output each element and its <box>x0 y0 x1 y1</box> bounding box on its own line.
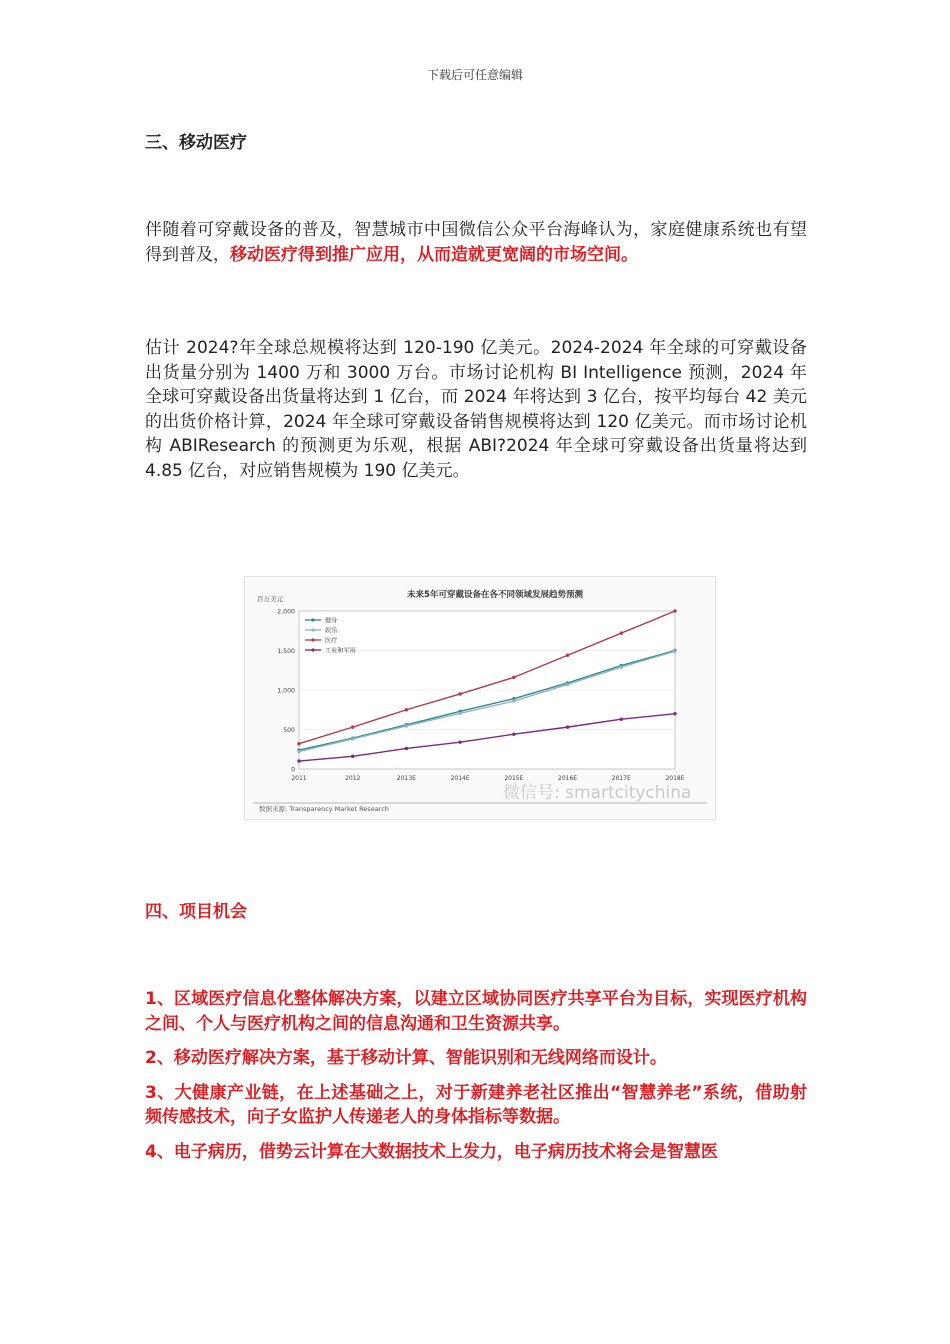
x-tick-label: 2013E <box>396 775 416 782</box>
intro-paragraph <box>145 218 807 267</box>
data-point <box>512 733 515 736</box>
section-4-label: 四、项目机会 <box>145 902 247 922</box>
data-point <box>458 712 461 715</box>
data-point <box>458 692 461 695</box>
legend-label: 工业和军用 <box>325 647 356 655</box>
data-point <box>566 654 569 657</box>
y-tick-label: 1,000 <box>277 687 295 695</box>
legend-marker <box>311 638 314 641</box>
legend-label: 医疗 <box>325 637 338 645</box>
data-point <box>351 755 354 758</box>
line-chart <box>245 577 715 819</box>
legend-label: 健身 <box>325 617 338 625</box>
legend-marker <box>311 628 314 631</box>
intro-highlight: 移动医疗得到推广应用，从而造就更宽阔的市场空间。 <box>230 244 638 265</box>
data-point <box>566 683 569 686</box>
data-point <box>405 747 408 750</box>
y-tick-label: 500 <box>283 727 295 734</box>
data-point <box>405 708 408 711</box>
data-point <box>297 742 300 745</box>
chart-figure <box>244 576 716 820</box>
chart-title: 未来5年可穿戴设备在各不同领域发展趋势预测 <box>407 590 583 600</box>
data-point <box>458 740 461 743</box>
data-point <box>673 650 676 653</box>
intro-text: 伴随着可穿戴设备的普及，智慧城市中国微信公众平台海峰认为，家庭健康系统也有望得到普及， <box>145 220 807 265</box>
x-tick-label: 2017E <box>611 775 631 782</box>
list-item: 1、区域医疗信息化整体解决方案，以建立区域协同医疗共享平台为目标，实现医疗机构之间、个人与医疗机构之间的信息沟通和卫生资源共享。 <box>145 989 807 1034</box>
list-item: 3、大健康产业链，在上述基础之上，对于新建养老社区推出“智慧养老”系统，借助射频传感技术，向子女监护人传递老人的身体指标等数据。 <box>145 1082 807 1128</box>
data-point <box>512 699 515 702</box>
chart-ylabel: 百万美元 <box>257 595 283 603</box>
market-paragraph: 估计 2024?年全球总规模将达到 120-190 亿美元。2024-2024 年全球的可穿戴设备出货量分别为 1400 万和 3000 万台。市场讨论机构 BI Intelligence 预测，2024 年全球可穿戴设备出货量将达到 1 亿台，而 2024 年将达到 3 亿台，按平均每台 42 美元的出货价格计算，2024 年全球可穿戴设备销售规模将达到 120 亿美元。而市场讨论机构 ABIResearch 的预测更为乐观，根据 ABI?2024 年全球可穿戴设备出货量将达到 4.85 亿台，对应销售规模为 190 亿美元。 <box>145 338 807 481</box>
legend-label: 娱乐 <box>325 627 338 635</box>
data-point <box>566 725 569 728</box>
data-point <box>673 609 676 612</box>
data-point <box>620 718 623 721</box>
legend-marker <box>311 618 314 621</box>
y-tick-label: 1,500 <box>277 648 295 655</box>
x-tick-label: 2014E <box>450 775 470 782</box>
data-point <box>620 631 623 634</box>
data-point <box>620 665 623 668</box>
list-item: 4、电子病历，借势云计算在大数据技术上发力，电子病历技术将会是智慧医 <box>145 1141 718 1162</box>
section-4-title <box>145 897 247 922</box>
x-tick-label: 2016E <box>558 775 578 782</box>
x-tick-label: 2018E <box>665 775 685 782</box>
chart-watermark: 微信号: smartcitychina <box>503 783 692 803</box>
legend-marker <box>311 648 314 651</box>
list-item: 2、移动医疗解决方案，基于移动计算、智能识别和无线网络而设计。 <box>145 1048 667 1069</box>
section-3-title: 三、移动医疗 <box>145 133 247 153</box>
x-tick-label: 2015E <box>504 775 524 782</box>
x-tick-label: 2012 <box>345 775 361 782</box>
x-tick-label: 2011 <box>291 775 307 782</box>
chart-source: 数据来源: Transparency Market Research <box>259 805 389 813</box>
page-header: 下载后可任意编辑 <box>426 68 523 82</box>
y-tick-label: 0 <box>291 766 295 774</box>
data-point <box>512 676 515 679</box>
data-point <box>297 750 300 753</box>
opportunity-list <box>145 987 807 1165</box>
data-point <box>351 725 354 728</box>
y-tick-label: 2,000 <box>277 608 295 616</box>
data-point <box>405 724 408 727</box>
data-point <box>351 737 354 740</box>
data-point <box>297 759 300 762</box>
data-point <box>673 712 676 715</box>
